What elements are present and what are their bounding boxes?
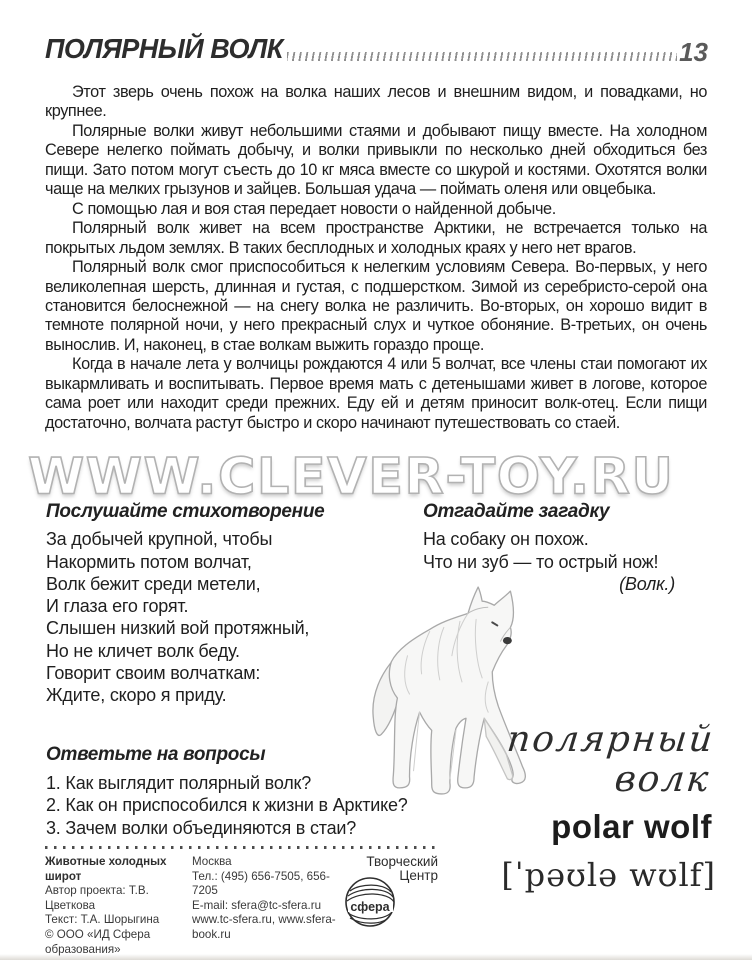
body-paragraph: Когда в начале лета у волчицы рождаются 4 или 5 волчат, все члены стаи помогают их выкармливать и воспитывать. Первое время мать с детенышами живет в логове, которое сама роет или находит среди прежних. Еду ей и детям приносит волк-отец. Если пищи достаточно, волчата растут быстро и скоро начинают путешествовать со стаей. [45,355,707,432]
footer-contact-line: www.tc-sfera.ru, www.sfera-book.ru [192,913,336,941]
body-paragraph: Полярный волк живет на всем пространстве Арктики, не встречается только на покрытых льдом землях. В таких бесплодных и холодных краях у него нет врагов. [45,219,707,257]
vocab-english-word: polar wolf [551,808,712,845]
footer-credits-column [45,855,192,957]
page-title: ПОЛЯРНЫЙ ВОЛК [45,33,283,65]
question-item: 1. Как выглядит полярный волк? [46,772,312,793]
footer-contact-line: E-mail: sfera@tc-sfera.ru [192,898,322,912]
poem-line: Накормить потом волчат, [46,551,252,572]
riddle-section [423,501,679,595]
body-paragraph: Полярные волки живут небольшими стаями и добывают пищу вместе. На холодном Севере нелегко поймать добычу, и волки привыкли по несколько дней обходиться без пищи. Зато потом могут съесть до 10 кг мяса вместе со шкурой и костями. Охотятся волки чаще на мелких грызунов и зайцев. Большая удача — поймать оленя или овцебыка. [45,121,707,199]
poem-line: Ждите, скоро я приду. [46,685,227,706]
poem-line: И глаза его горят. [46,596,189,617]
questions-section [46,744,476,839]
vocab-russian-script [448,720,716,800]
poem-line: Но не кличет волк беду. [46,640,240,661]
body-paragraph: Этот зверь очень похож на волка наших лесов и внешним видом, и повадками, но крупнее. [45,83,707,121]
riddle-answer: (Волк.) [619,573,675,594]
poem-lines [46,528,396,706]
body-paragraph: Полярный волк смог приспособиться к нелегким условиям Севера. Во-первых, у него великолепная шерсть, длинная и густая, с подшерстком. Зимой из серебристо-серой она становится белоснежной — на снегу волка не различить. Во-вторых, он хорошо видит в темноте полярной ночи, у него прекрасный слух и чуткое обоняние. В-третьих, он очень вынослив. И, наконец, в стае волкам выжить гораздо проще. [45,258,707,354]
watermark-text: WWW.CLEVER-TOY.RU [28,448,675,507]
poem-line: За добычей крупной, чтобы [46,529,273,550]
main-text-block [45,83,707,433]
footer-credit-line: © ООО «ИД Сфера образования» [45,927,151,956]
riddle-lines [423,528,679,573]
poem-line: Волк бежит среди метели, [46,573,261,594]
footer-series-title: Животные холодных широт [45,855,167,883]
sphere-globe-icon [340,875,406,929]
vocab-russian-line2: волк [612,759,713,800]
vocab-transcription: [ˈpəʊlə wʊlf] [501,856,716,894]
sphere-logo-word: сфера [350,900,390,914]
poem-section [46,501,396,707]
publisher-logo-text: Творческий Центр [366,854,438,883]
publisher-logo [338,855,438,929]
riddle-line: Что ни зуб — то острый нож! [423,551,659,572]
footer-contacts-column [192,855,344,943]
footer-contact-line: Тел.: (495) 656-7505, 656-7205 [192,869,330,898]
footer-credit-line: Текст: Т.А. Шорыгина [45,913,160,927]
riddle-heading: Отгадайте загадку [423,501,610,522]
page-number: 13 [679,37,708,67]
footer-dotted-separator [45,846,437,849]
footer-contact-line: Москва [192,855,232,868]
footer-imprint [45,846,445,957]
question-item: 2. Как он приспособился к жизни в Арктике? [46,795,408,815]
vocab-russian-line1: полярный [505,719,717,760]
question-list [46,772,476,840]
poem-heading: Послушайте стихотворение [46,501,325,522]
poem-line: Слышен низкий вой протяжный, [46,618,310,639]
body-paragraph: С помощью лая и воя стая передает новости о найденной добыче. [72,199,556,218]
poem-line: Говорит своим волчаткам: [46,663,261,684]
question-item: 3. Зачем волки объединяются в стаи? [46,817,357,838]
riddle-line: На собаку он похож. [423,529,589,550]
page-header [45,34,708,65]
title-leader-dots [287,52,677,61]
questions-heading: Ответьте на вопросы [46,744,266,765]
footer-credit-line: Автор проекта: Т.В. Цветкова [45,884,149,912]
